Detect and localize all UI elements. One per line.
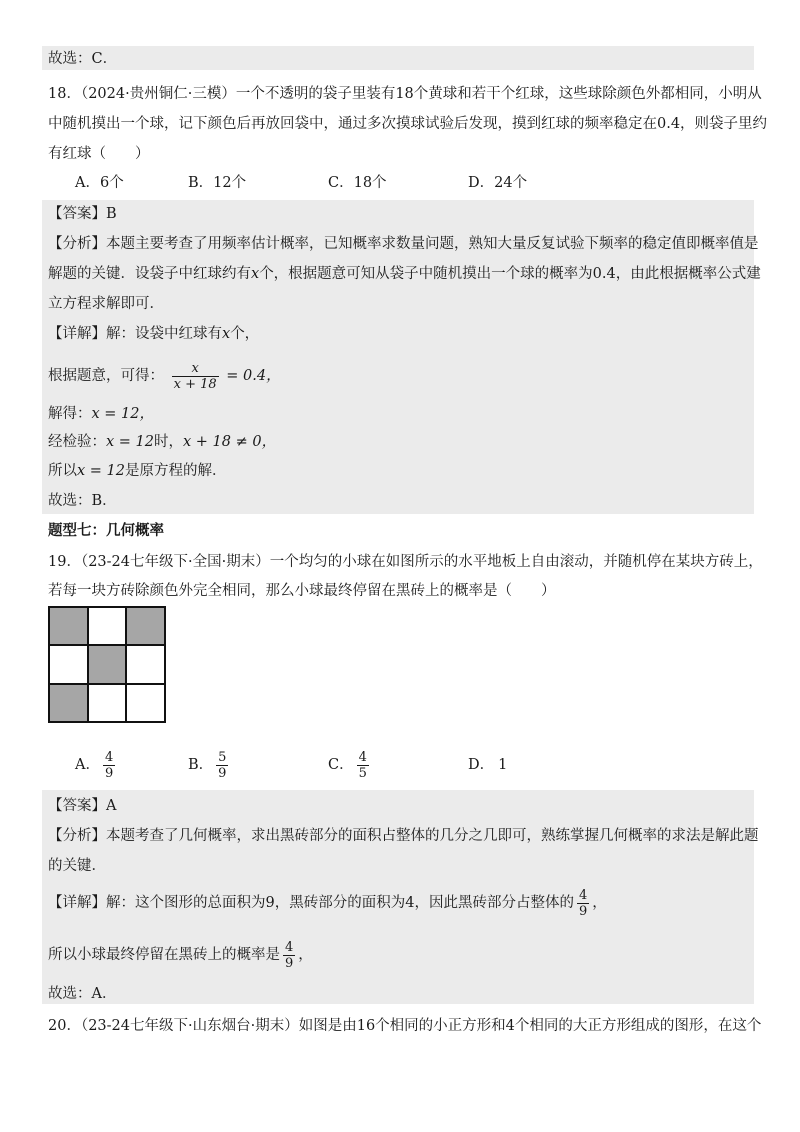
equation-fraction: $\frac{x}{x + 18}$ [173,360,217,392]
q19-option-d: D． 1 [468,757,508,773]
q18-detail-equation: 根据题意，可得： $\frac{x}{x + 18}$ = 0.4， [48,360,281,392]
q18-detail-line1: 【详解】解：设袋中红球有x个， [48,326,260,342]
q18-option-b: B．12个 [188,175,247,191]
tile [126,645,165,683]
q18-detail-solve: 解得：x = 12， [48,406,154,422]
q18-analysis-line3: 立方程求解即可． [48,296,164,312]
q18-stem-line3: 有红球（ ） [48,146,150,162]
q19-analysis-line2: 的关键． [48,858,106,874]
q19-detail-line2: 所以小球最终停留在黑砖上的概率是 $\frac{4}{9}$ ， [48,939,313,971]
q18-option-a: A．6个 [75,175,124,191]
q19-answer: 【答案】A [48,798,117,814]
prev-solution-shade [42,46,754,70]
q19-detail-line1: 【详解】解：这个图形的总面积为9，黑砖部分的面积为4，因此黑砖部分占整体的 $\frac{4}{9}$ ， [48,887,607,919]
tile-dark [49,607,88,645]
q18-option-c: C．18个 [328,175,387,191]
prev-choose: 故选：C． [48,51,118,67]
q18-detail-conclusion: 所以x = 12是原方程的解． [48,463,227,479]
tile [88,684,127,722]
q18-option-d: D．24个 [468,175,528,191]
q19-choose: 故选：A． [48,986,117,1002]
tile-grid-figure [48,606,166,723]
q18-stem-line2: 中随机摸出一个球，记下颜色后再放回袋中，通过多次摸球试验后发现，摸到红球的频率稳定在0.4，则袋子里约 [48,116,768,132]
q18-stem-line1: 18．（2024·贵州铜仁·三模）一个不透明的袋子里装有18个黄球和若干个红球，这些球除颜色外都相同，小明从 [48,86,762,102]
q18-analysis-line2: 解题的关键．设袋子中红球约有x个，根据题意可知从袋子中随机摸出一个球的概率为0.4，由此根据概率公式建 [48,266,761,282]
q20-stem-line1: 20．（23-24七年级下·山东烟台·期末）如图是由16个相同的小正方形和4个相同的大正方形组成的图形，在这个 [48,1018,762,1034]
q19-option-a: A． $\frac{4}{9}$ [75,749,114,781]
q19-analysis-line1: 【分析】本题考查了几何概率，求出黑砖部分的面积占整体的几分之几即可，熟练掌握几何概率的求法是解此题 [48,828,759,844]
tile [88,607,127,645]
q18-choose: 故选：B． [48,493,117,509]
tile-dark [88,645,127,683]
q18-analysis-line1: 【分析】本题主要考查了用频率估计概率，已知概率求数量问题，熟知大量反复试验下频率的稳定值即概率值是 [48,236,759,252]
q18-detail-check: 经检验：x = 12时，x + 18 ≠ 0， [48,434,277,450]
q18-answer: 【答案】B [48,206,117,222]
tile-dark [49,684,88,722]
tile [49,645,88,683]
tile-dark [126,607,165,645]
section-title: 题型七：几何概率 [48,522,164,539]
q19-stem-line1: 19．（23-24七年级下·全国·期末）一个均匀的小球在如图所示的水平地板上自由滚动，并随机停在某块方砖上， [48,554,763,570]
tile [126,684,165,722]
q19-stem-line2: 若每一块方砖除颜色外完全相同，那么小球最终停留在黑砖上的概率是（ ） [48,583,556,599]
q19-option-c: C． $\frac{4}{5}$ [328,749,367,781]
q19-option-b: B． $\frac{5}{9}$ [188,749,227,781]
